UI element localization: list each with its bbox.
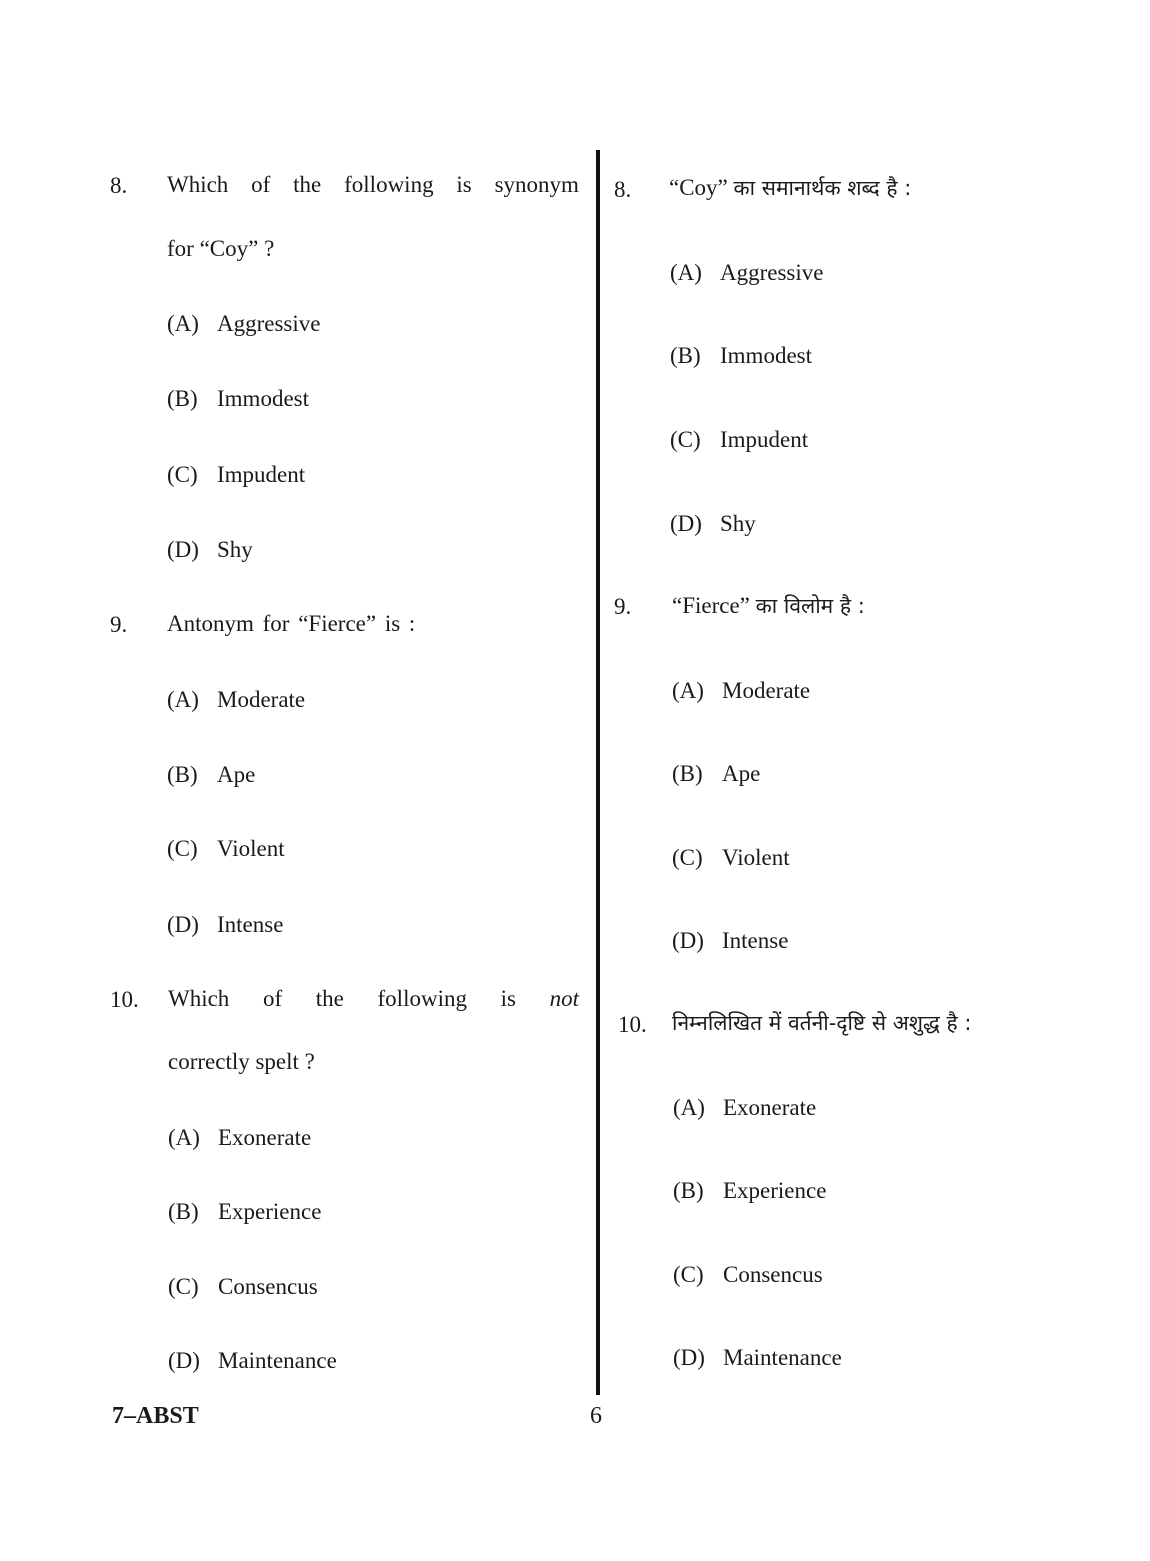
option-a [673,1095,816,1121]
question-number: 9. [614,594,632,619]
option-a [167,311,320,337]
option-text: Immodest [217,386,309,411]
quoted-word: “Coy” [669,175,728,200]
option-d [673,1345,842,1371]
question-number: 8. [110,173,128,198]
word: Which [168,986,230,1011]
option-text: Maintenance [218,1348,337,1373]
quoted-word: “Fierce” [672,593,750,618]
hindi-column [600,0,1150,1561]
question-text-line: for “Coy” ? [167,236,275,261]
option-text: Exonerate [218,1125,312,1150]
option-text: Consencus [218,1274,318,1299]
option-text: Intense [217,912,284,937]
option-text: Shy [217,537,253,562]
option-letter: (A) [167,311,199,336]
page-number: 6 [590,1403,602,1429]
option-c [167,836,285,862]
option-text: Impudent [720,427,809,452]
option-a [167,687,305,713]
option-text: Experience [218,1199,322,1224]
option-letter: (B) [167,386,198,411]
option-letter: (A) [672,678,704,703]
option-letter: (D) [670,511,702,536]
option-b [672,761,760,787]
option-text: Immodest [720,343,812,368]
option-letter: (A) [168,1125,200,1150]
option-text: Shy [720,511,756,536]
option-letter: (D) [168,1348,200,1373]
option-text: Moderate [217,687,306,712]
option-d [167,537,253,563]
option-letter: (D) [673,1345,705,1370]
question-number: 10. [618,1012,647,1037]
option-c [673,1262,823,1288]
word: of [262,986,283,1011]
option-c [168,1274,318,1300]
option-letter: (C) [673,1262,704,1287]
option-text: Exonerate [723,1095,817,1120]
option-letter: (C) [168,1274,199,1299]
booklet-code: 7–ABST [112,1403,199,1429]
option-letter: (B) [167,762,198,787]
word: synonym [494,172,579,197]
option-c [672,845,790,871]
option-letter: (C) [167,836,198,861]
option-text: Ape [217,762,256,787]
option-text: Maintenance [723,1345,842,1370]
word: the [293,172,322,197]
option-letter: (B) [672,761,703,786]
word: following [344,172,434,197]
question-number: 8. [614,177,632,202]
question-text-line [168,987,579,1010]
option-text: Aggressive [217,311,321,336]
question-text-line: Antonym for “Fierce” is : [167,611,416,636]
option-d [167,912,283,938]
word: is [500,986,516,1011]
option-text: Moderate [722,678,811,703]
hindi-text: निम्नलिखित में वर्तनी-दृष्टि से अशुद्ध है : [672,1011,972,1035]
option-letter: (C) [167,462,198,487]
option-letter: (B) [168,1199,199,1224]
question-text-line [672,1011,971,1034]
word: following [377,986,467,1011]
question-number: 9. [110,612,128,637]
option-d [670,511,756,537]
option-a [672,678,810,704]
option-b [167,386,309,412]
option-c [167,462,305,488]
option-letter: (B) [670,343,701,368]
option-letter: (C) [672,845,703,870]
option-d [672,928,788,954]
question-text-line: correctly spelt ? [168,1049,315,1074]
option-letter: (D) [672,928,704,953]
word: is [456,172,472,197]
option-b [168,1199,321,1225]
option-text: Intense [722,928,789,953]
option-text: Consencus [723,1262,823,1287]
hindi-text: का समानार्थक शब्द है : [733,176,912,200]
question-text-line [669,176,911,199]
word: the [315,986,344,1011]
option-b [673,1178,826,1204]
option-b [167,762,255,788]
word-italic: not [549,986,579,1011]
option-a [670,260,823,286]
question-text-line [167,173,579,196]
option-letter: (D) [167,537,199,562]
option-d [168,1348,337,1374]
word: of [251,172,271,197]
option-letter: (A) [167,687,199,712]
option-letter: (D) [167,912,199,937]
option-text: Violent [722,845,790,870]
option-text: Aggressive [720,260,824,285]
option-text: Impudent [217,462,306,487]
option-letter: (A) [673,1095,705,1120]
option-a [168,1125,311,1151]
option-letter: (A) [670,260,702,285]
option-b [670,343,812,369]
option-c [670,427,808,453]
option-letter: (C) [670,427,701,452]
option-text: Experience [723,1178,827,1203]
question-text-line [672,594,865,617]
question-number: 10. [110,987,139,1012]
option-text: Violent [217,836,285,861]
hindi-text: का विलोम है : [755,594,865,618]
option-letter: (B) [673,1178,704,1203]
word: Which [167,172,229,197]
option-text: Ape [722,761,761,786]
